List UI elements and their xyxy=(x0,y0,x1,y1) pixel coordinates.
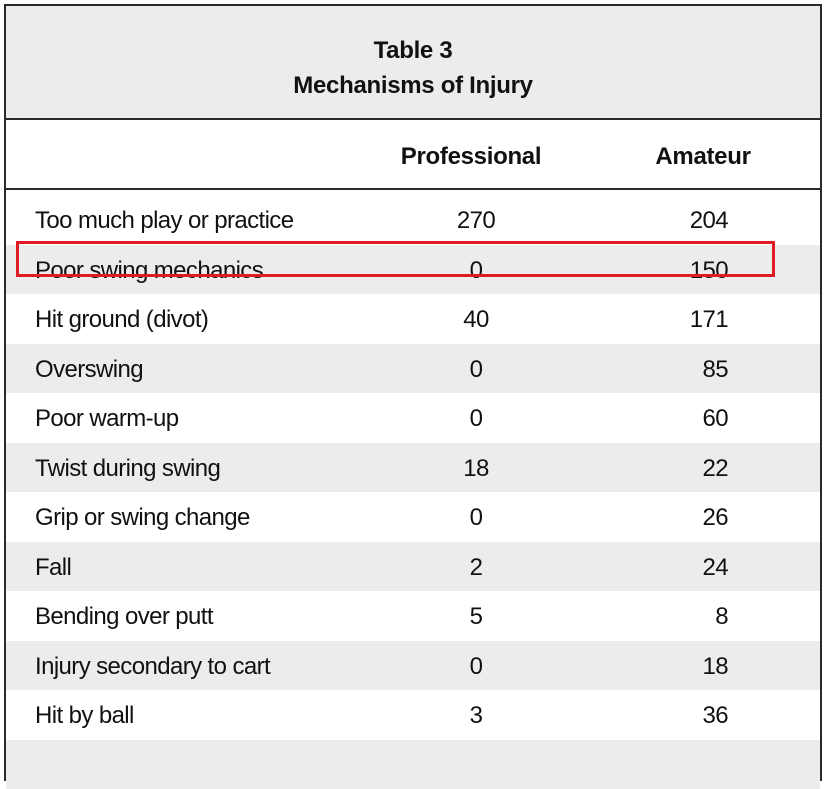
professional-value: 3 xyxy=(470,702,483,730)
row-label: Bending over putt xyxy=(35,603,213,631)
professional-value: 2 xyxy=(470,554,483,582)
amateur-value: 8 xyxy=(715,603,728,631)
amateur-value: 26 xyxy=(703,504,729,532)
amateur-value: 18 xyxy=(703,653,729,681)
row-label: Twist during swing xyxy=(35,455,220,483)
professional-value: 0 xyxy=(470,356,483,384)
professional-value: 0 xyxy=(470,504,483,532)
table-row-empty xyxy=(6,740,820,789)
amateur-value: 22 xyxy=(703,455,729,483)
table-row xyxy=(6,344,820,394)
row-label: Poor warm-up xyxy=(35,405,179,433)
table-row xyxy=(6,492,820,542)
table-row xyxy=(6,542,820,592)
row-label: Overswing xyxy=(35,356,143,384)
table-row xyxy=(6,443,820,493)
professional-value: 5 xyxy=(470,603,483,631)
row-label: Hit ground (divot) xyxy=(35,306,208,334)
table-title-box xyxy=(6,6,820,120)
table-title: Mechanisms of Injury xyxy=(6,72,820,100)
professional-value: 270 xyxy=(457,207,495,235)
table-row xyxy=(6,690,820,740)
row-label: Too much play or practice xyxy=(35,207,293,235)
table-body xyxy=(6,195,820,789)
professional-value: 0 xyxy=(470,257,483,285)
amateur-value: 150 xyxy=(690,257,728,285)
column-header-amateur: Amateur xyxy=(655,143,750,171)
amateur-value: 204 xyxy=(690,207,728,235)
amateur-value: 171 xyxy=(690,306,728,334)
table-row xyxy=(6,641,820,691)
table-row xyxy=(6,245,820,295)
column-header-professional: Professional xyxy=(401,143,541,171)
professional-value: 40 xyxy=(463,306,489,334)
professional-value: 0 xyxy=(470,405,483,433)
table-row xyxy=(6,294,820,344)
table-header-row xyxy=(6,120,820,190)
table-number: Table 3 xyxy=(6,37,820,65)
professional-value: 18 xyxy=(463,455,489,483)
table-row xyxy=(6,393,820,443)
table-row xyxy=(6,591,820,641)
amateur-value: 36 xyxy=(703,702,729,730)
row-label: Fall xyxy=(35,554,71,582)
row-label: Hit by ball xyxy=(35,702,134,730)
row-label: Grip or swing change xyxy=(35,504,250,532)
table-row xyxy=(6,195,820,245)
professional-value: 0 xyxy=(470,653,483,681)
row-label: Injury secondary to cart xyxy=(35,653,270,681)
row-label: Poor swing mechanics xyxy=(35,257,263,285)
injury-table xyxy=(4,4,822,781)
amateur-value: 85 xyxy=(703,356,729,384)
amateur-value: 24 xyxy=(703,554,729,582)
amateur-value: 60 xyxy=(703,405,729,433)
